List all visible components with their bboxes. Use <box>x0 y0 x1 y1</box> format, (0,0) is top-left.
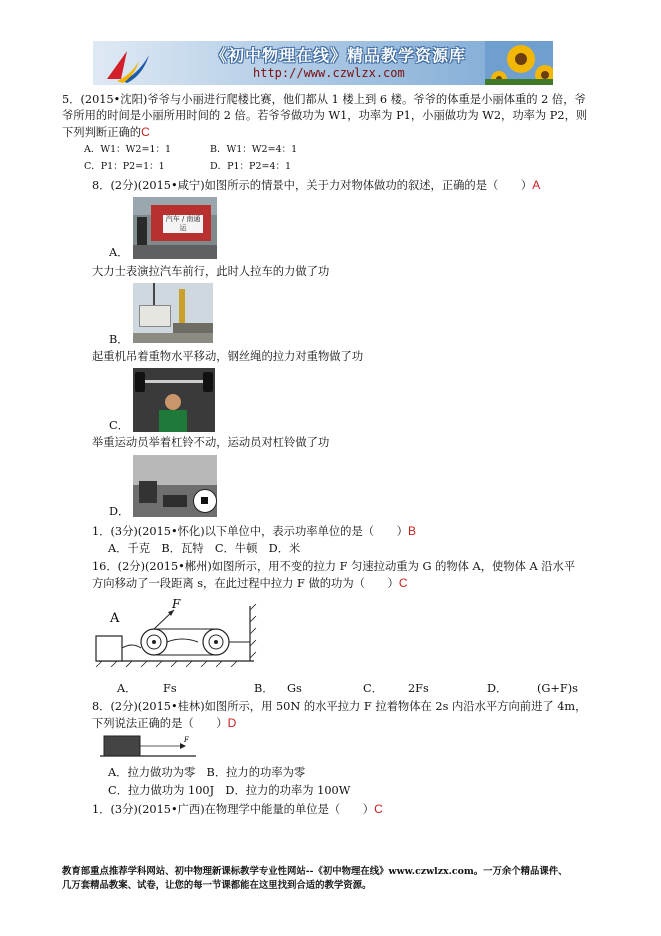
q16-value-b: Gs <box>287 682 302 695</box>
q5-option-b: B．W1：W2=4：1 <box>210 144 298 155</box>
q1b-stem-text: 1．(3分)(2015•广西)在物理学中能量的单位是（ ） <box>92 803 375 816</box>
q5-option-c: C．P1：P2=1：1 <box>84 161 165 172</box>
fig-label-f2: F <box>184 736 189 744</box>
q16-value-a: Fs <box>163 682 177 695</box>
q5-line2: 爷所用的时间是小丽所用时间的 2 倍。若爷爷做功为 W1，功率为 P1，小丽做功为 W2，功率为 P2，则 <box>62 109 588 122</box>
q1a-answer: B <box>407 524 416 538</box>
q16-line2-text: 方向移动了一段距离 s，在此过程中拉力 F 做的功为（ ） <box>92 577 399 590</box>
q1b-answer: C <box>374 802 383 816</box>
q8a-option-b-text: 起重机吊着重物水平移动，钢丝绳的拉力对重物做了功 <box>92 350 364 363</box>
q8a-option-b-letter: B． <box>109 333 129 346</box>
banner-title: 《初中物理在线》精品教学资源库 <box>211 46 467 65</box>
footer-line1: 教育部重点推荐学科网站、初中物理新课标教学专业性网站--《初中物理在线》www.czwlzx.com。一万余个精品课件、 <box>62 866 568 877</box>
fig-label-a: A <box>110 611 120 626</box>
q8a-option-c-letter: C． <box>109 419 129 432</box>
q5-line1: 5．(2015•沈阳)爷爷与小丽进行爬楼比赛，他们都从 1 楼上到 6 楼。爷爷的体重是小丽体重的 2 倍，爷 <box>62 93 586 106</box>
q8b-options-ab: A．拉力做功为零 B．拉力的功率为零 <box>108 766 306 779</box>
q16-value-c: 2Fs <box>408 682 429 695</box>
truck-photo <box>133 197 217 259</box>
q16-option-c: C． <box>363 682 383 695</box>
q1a-stem <box>92 524 416 539</box>
q8a-option-a-text: 大力士表演拉汽车前行，此时人拉车的力做了功 <box>92 265 330 278</box>
q16-value-d: (G+F)s <box>537 682 578 695</box>
q16-answer: C <box>398 576 408 590</box>
q8b-line2 <box>92 716 236 731</box>
q8a-stem <box>92 178 540 193</box>
football-photo <box>133 455 217 517</box>
footer-line2: 几万套精品教案、试卷，让您的每一节课都能在这里找到合适的教学资源。 <box>62 880 372 891</box>
q8a-answer: A <box>532 178 541 192</box>
q8b-line1: 8．(2分)(2015•桂林)如图所示，用 50N 的水平拉力 F 拉着物体在 2s 内沿水平方向前进了 4m， <box>92 700 587 713</box>
fig-label-f: F <box>172 598 181 611</box>
q16-line2 <box>92 576 408 591</box>
q5-line3 <box>62 125 150 140</box>
header-banner <box>93 41 553 85</box>
q5-line3-text: 下列判断正确的 <box>62 126 142 139</box>
q8a-option-d-letter: D． <box>109 505 130 518</box>
q16-option-d: D． <box>487 682 508 695</box>
sunflower-icon <box>485 41 553 85</box>
q8a-stem-text: 8．(2分)(2015•咸宁)如图所示的情景中，关于力对物体做功的叙述，正确的是（ ） <box>92 179 533 192</box>
pulley-diagram <box>92 598 262 668</box>
q8a-option-a-letter: A． <box>109 246 129 259</box>
logo-icon <box>97 45 157 83</box>
q1a-options: A．千克 B．瓦特 C．牛顿 D．米 <box>108 542 301 555</box>
block-diagram <box>100 730 200 760</box>
q1b-stem <box>92 802 383 817</box>
q8a-option-c-text: 举重运动员举着杠铃不动，运动员对杠铃做了功 <box>92 436 330 449</box>
block-a <box>96 636 122 661</box>
q16-line1: 16．(2分)(2015•郴州)如图所示，用不变的拉力 F 匀速拉动重为 G 的物体 A，使物体 A 沿水平 <box>92 560 576 573</box>
q16-option-a: A． <box>117 682 137 695</box>
q8b-options-cd: C．拉力做功为 100J D．拉力的功率为 100W <box>108 784 351 797</box>
q5-answer: C <box>141 125 150 139</box>
weightlifter-photo <box>133 368 215 432</box>
truck-sign: 汽车 / 南通运 <box>163 215 203 233</box>
q16-option-b: B． <box>254 682 274 695</box>
banner-url: http://www.czwlzx.com <box>253 66 405 80</box>
q5-option-d: D．P1：P2=4：1 <box>210 161 292 172</box>
q5-option-a: A．W1：W2=1：1 <box>84 144 172 155</box>
q8b-answer: D <box>227 716 237 730</box>
q8b-line2-text: 下列说法正确的是（ ） <box>92 717 228 730</box>
crane-photo <box>133 283 213 343</box>
q1a-stem-text: 1．(3分)(2015•怀化)以下单位中，表示功率单位的是（ ） <box>92 525 408 538</box>
